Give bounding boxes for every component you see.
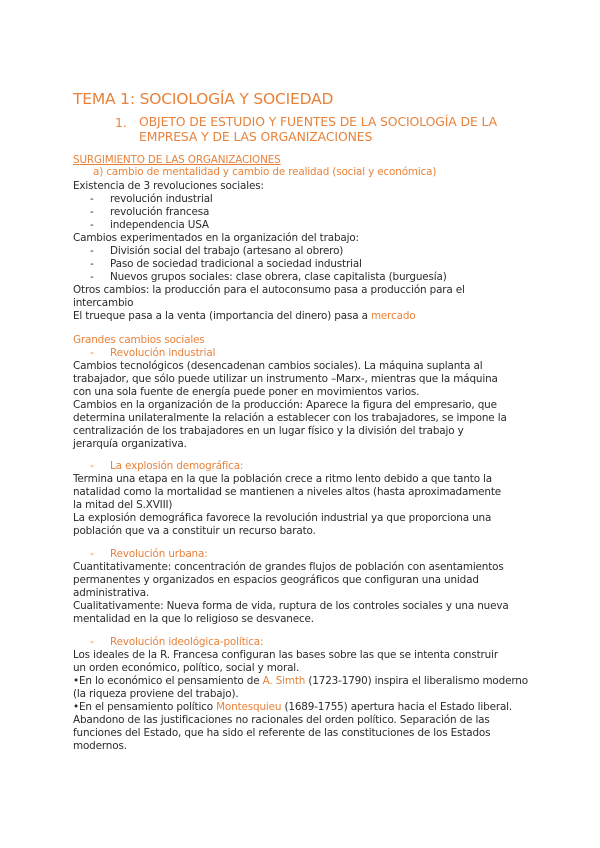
subheading-ideologica: Revolución ideológica-política: <box>110 636 264 648</box>
text-span: (1723-1790) inspira el liberalismo moderno <box>305 675 528 687</box>
paragraph-line <box>73 310 416 323</box>
page-title: TEMA 1: SOCIOLOGÍA Y SOCIEDAD <box>73 90 334 108</box>
revoluciones-intro: Existencia de 3 revoluciones sociales: <box>73 180 264 192</box>
paragraph-line: determina unilateralmente la relación a establecer con los trabajadores, se impone la <box>73 412 507 424</box>
dash-icon: - <box>90 245 94 257</box>
cambios-intro: Cambios experimentados en la organización del trabajo: <box>73 232 359 244</box>
paragraph-line: (la riqueza proviene del trabajo). <box>73 688 239 700</box>
subheading-demografica: La explosión demográfica: <box>110 460 244 472</box>
paragraph-line: Termina una etapa en la que la población crece a ritmo lento debido a que tanto la <box>73 473 493 485</box>
paragraph-line: Los ideales de la R. Francesa configuran las bases sobre las que se intenta construir <box>73 649 498 661</box>
dash-icon: - <box>90 460 94 472</box>
text-span: (1689-1755) apertura hacia el Estado liberal. <box>281 701 513 713</box>
trueque-text: El trueque pasa a la venta (importancia del dinero) pasa a <box>73 310 371 322</box>
section-heading-grandes: Grandes cambios sociales <box>73 334 205 346</box>
list-item: División social del trabajo (artesano al obrero) <box>110 245 344 257</box>
subsection-title-line2: EMPRESA Y DE LAS ORGANIZACIONES <box>139 129 373 144</box>
paragraph-line: Cualitativamente: Nueva forma de vida, ruptura de los controles sociales y una nueva <box>73 600 509 612</box>
paragraph-line: la mitad del S.XVIII) <box>73 499 173 511</box>
paragraph-line <box>73 675 528 688</box>
montesquieu-link[interactable]: Montesquieu <box>216 701 282 713</box>
paragraph-line: funciones del Estado, que ha sido el referente de las constituciones de los Estados <box>73 727 491 739</box>
paragraph-line: un orden económico, político, social y moral. <box>73 662 300 674</box>
paragraph-line: Abandono de las justificaciones no racionales del orden político. Separación de las <box>73 714 490 726</box>
subheading-urbana: Revolución urbana: <box>110 548 208 560</box>
paragraph-line: intercambio <box>73 297 134 309</box>
paragraph-line: Otros cambios: la producción para el autoconsumo pasa a producción para el <box>73 284 465 296</box>
paragraph-line: La explosión demográfica favorece la revolución industrial ya que proporciona una <box>73 512 492 524</box>
list-item: independencia USA <box>110 219 209 231</box>
subsection-title-line1: OBJETO DE ESTUDIO Y FUENTES DE LA SOCIOLOGÍA DE LA <box>139 114 497 129</box>
subheading-a: a) cambio de mentalidad y cambio de realidad (social y económica) <box>93 166 437 178</box>
paragraph-line: natalidad como la mortalidad se mantienen a niveles altos (hasta aproximadamente <box>73 486 502 498</box>
dash-icon: - <box>90 258 94 270</box>
paragraph-line: población que va a constituir un recurso barato. <box>73 525 316 537</box>
text-span: •En lo económico el pensamiento de <box>73 675 263 687</box>
mercado-link[interactable]: mercado <box>370 310 416 322</box>
list-item: revolución industrial <box>110 193 213 205</box>
dash-icon: - <box>90 347 94 359</box>
dash-icon: - <box>90 219 94 231</box>
text-span: •En el pensamiento político <box>73 701 217 713</box>
section-heading-surgimiento: SURGIMIENTO DE LAS ORGANIZACIONES <box>73 154 281 166</box>
subheading-industrial: Revolución industrial <box>110 347 216 359</box>
paragraph-line: Cambios tecnológicos (desencadenan cambios sociales). La máquina suplanta al <box>73 360 483 372</box>
dash-icon: - <box>90 636 94 648</box>
paragraph-line: trabajador, que sólo puede utilizar un instrumento –Marx-, mientras que la máquina <box>73 373 498 385</box>
paragraph-line: permanentes y organizados en espacios geográficos que configuran una unidad <box>73 574 479 586</box>
dash-icon: - <box>90 193 94 205</box>
paragraph-line <box>73 701 512 714</box>
dash-icon: - <box>90 271 94 283</box>
smith-link[interactable]: A. Simth <box>262 675 306 687</box>
paragraph-line: con una sola fuente de energía puede poner en movimientos varios. <box>73 386 420 398</box>
dash-icon: - <box>90 548 94 560</box>
list-item: Nuevos grupos sociales: clase obrera, clase capitalista (burguesía) <box>110 271 447 283</box>
paragraph-line: modernos. <box>73 740 127 752</box>
paragraph-line: administrativa. <box>73 587 150 599</box>
list-item: Paso de sociedad tradicional a sociedad industrial <box>110 258 362 270</box>
paragraph-line: centralización de los trabajadores en un lugar físico y la división del trabajo y <box>73 425 464 437</box>
paragraph-line: Cuantitativamente: concentración de grandes flujos de población con asentamientos <box>73 561 504 573</box>
paragraph-line: Cambios en la organización de la producción: Aparece la figura del empresario, que <box>73 399 497 411</box>
subsection-number: 1. <box>115 115 127 130</box>
dash-icon: - <box>90 206 94 218</box>
paragraph-line: mentalidad en la que lo religioso se desvanece. <box>73 613 314 625</box>
paragraph-line: jerarquía organizativa. <box>73 438 187 450</box>
list-item: revolución francesa <box>110 206 210 218</box>
